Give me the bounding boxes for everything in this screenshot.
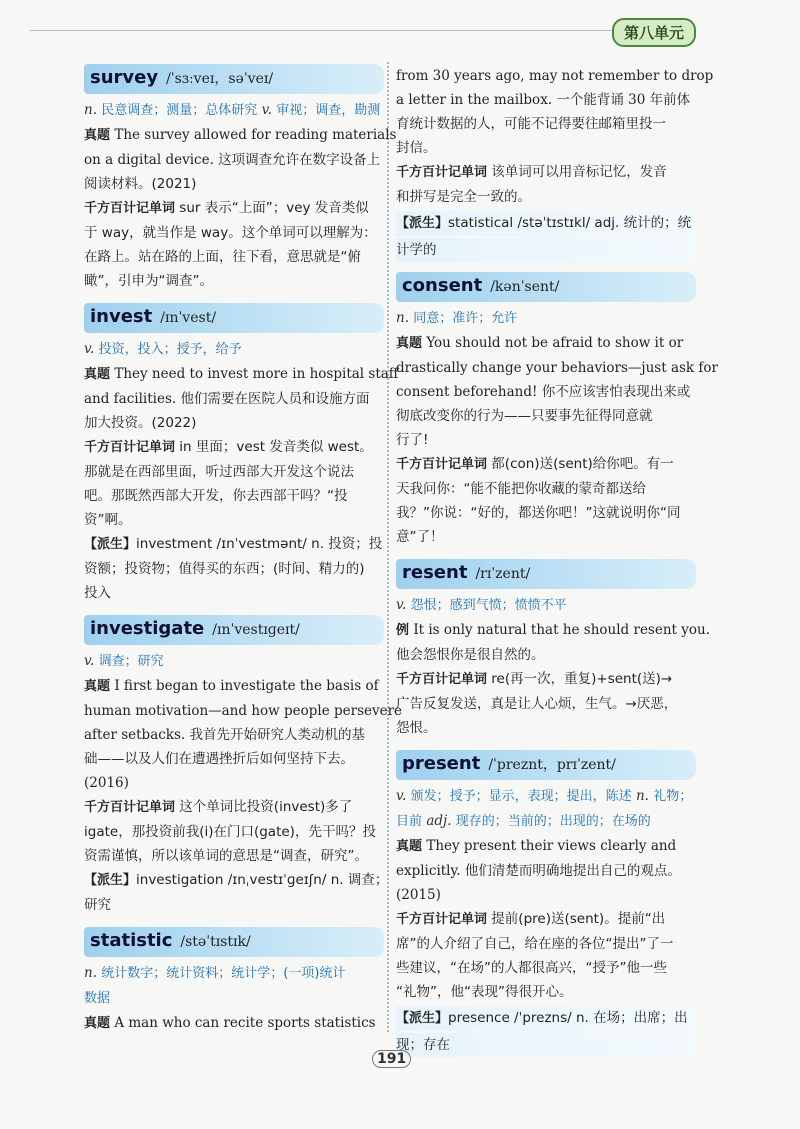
left-column [84,64,403,1036]
memory-tip: 千方百计记单词 这个单词比投资(invest)多了 [84,799,353,815]
definition: n. 统计数字；统计资料；统计学；(一项)统计 [84,965,346,981]
memory-line: 天我问你：“能不能把你收藏的蒙奇都送给 [396,481,646,497]
phonetic: /ɪnˈvest/ [160,310,217,326]
definition: v. 调查；研究 [84,653,164,669]
derivative: 【派生】presence /ˈprezns/ n. 在场；出席；出 [396,1006,696,1031]
right-column [396,64,718,1057]
memory-line: 怨恨。 [396,720,437,736]
definition: v. 怨恨；感到气愤；愤愤不平 [396,597,567,613]
headword: resent [402,562,468,583]
example: 真题 I first began to investigate the basis of [84,678,379,694]
example-line: 加大投资。(2022) [84,415,197,431]
memory-line: 和拼写是完全一致的。 [396,189,531,205]
memory-line: 瞰”，引申为“调查”。 [84,273,213,289]
memory-line: 意”了！ [396,529,444,545]
headword: present [402,753,481,774]
entry-header-resent [396,559,696,589]
phonetic: /rɪˈzent/ [475,566,531,582]
entry-header-investigate [84,615,384,645]
definition: v. 颁发；授予；显示，表现；提出，陈述 n. 礼物； [396,788,693,804]
definition: v. 投资，投入；授予，给予 [84,341,242,357]
example-line: 彻底改变你的行为——只要事先征得同意就 [396,408,653,424]
memory-line: 广告反复发送，真是让人心烦，生气。→厌恶， [396,696,678,712]
memory-line: 我？”你说：“好的，都送你吧！”这就说明你“同 [396,505,681,521]
derivative: 【派生】investment /ɪnˈvestmənt/ n. 投资；投 [84,536,383,552]
example-line: and facilities. 他们需要在医院人员和设施方面 [84,391,370,407]
memory-line: 资需谨慎，所以该单词的意思是“调查，研究”。 [84,848,368,864]
example-line: consent beforehand! 你不应该害怕表现出来或 [396,384,691,400]
definition: n. 同意；准许；允许 [396,310,518,326]
example: 真题 You should not be afraid to show it or [396,335,684,351]
example-line: explicitly. 他们清楚而明确地提出自己的观点。 [396,863,681,879]
phonetic: /kənˈsent/ [490,279,560,295]
definition-line: 数据 [84,991,111,1006]
example-line: 行了! [396,432,429,448]
headword: invest [90,306,153,327]
example-line: a letter in the mailbox. 一个能背诵 30 年前体 [396,92,691,108]
example-line: 础——以及人们在遭遇挫折后如何坚持下去。 [84,751,354,767]
phonetic: /ɪnˈvestɪɡeɪt/ [212,622,300,638]
unit-label: 第八单元 [612,18,696,47]
memory-line: 资”啊。 [84,512,132,528]
memory-line: “礼物”，他“表现”得很开心。 [396,984,573,1000]
example: 真题 A man who can recite sports statistics [84,1015,376,1031]
memory-line: 席”的人介绍了自己，给在座的各位“提出”了一 [396,936,674,952]
example: 例 It is only natural that he should resent you. [396,622,710,638]
example: 真题 The survey allowed for reading materials [84,127,397,143]
phonetic: /ˈsɜːveɪ，səˈveɪ/ [166,71,274,87]
entry-header-survey [84,64,384,94]
headword: investigate [90,618,205,639]
derivative: 【派生】statistical /stəˈtɪstɪkl/ adj. 统计的；统 [396,211,696,236]
page-number: 191 [372,1050,411,1068]
example: 真题 They present their views clearly and [396,838,677,854]
derivative: 【派生】investigation /ɪnˌvestɪˈɡeɪʃn/ n. 调查； [84,872,389,888]
example-line: 阅读材料。(2021) [84,176,197,192]
memory-tip: 千方百计记单词 该单词可以用音标记忆，发音 [396,164,667,180]
example-line: human motivation—and how people persevere [84,703,403,719]
example: 真题 They need to invest more in hospital staff [84,366,399,382]
memory-tip: 千方百计记单词 sur 表示“上面”；vey 发音类似 [84,200,369,216]
entry-header-present [396,750,696,780]
example-line: from 30 years ago, may not remember to drop [396,68,714,84]
entry-header-statistic [84,927,384,957]
memory-line: 吧。那既然西部大开发，你去西部干吗？“投 [84,488,348,504]
entry-header-invest [84,303,384,333]
example-line: on a digital device. 这项调查允许在数字设备上 [84,152,381,168]
memory-tip: 千方百计记单词 in 里面；vest 发音类似 west。 [84,439,373,455]
derivative-line: 资额；投资物；值得买的东西；(时间、精力的) [84,561,365,577]
memory-line: 于 way，就当作是 way。这个单词可以理解为： [84,225,377,241]
example-line: after setbacks. 我首先开始研究人类动机的基 [84,727,365,743]
headword: statistic [90,930,173,951]
example-line: 他会怨恨你是很自然的。 [396,647,545,663]
memory-line: igate，那投资前我(i)在门口(gate)，先干吗？投 [84,824,376,840]
example-line: (2015) [396,887,441,903]
derivative-line: 计学的 [396,238,696,262]
derivative-line: 现；存在 [396,1033,696,1057]
headword: consent [402,275,483,296]
example-line: (2016) [84,775,129,791]
memory-line: 些建议，“在场”的人都很高兴，“授予”他一些 [396,960,667,976]
phonetic: /ˈpreznt，prɪˈzent/ [488,757,616,773]
memory-tip: 千方百计记单词 提前(pre)送(sent)。提前“出 [396,911,666,927]
definition: n. 民意调查；测量；总体研究 v. 审视；调查，勘测 [84,102,381,118]
memory-tip: 千方百计记单词 re(再一次，重复)+sent(送)→ [396,671,673,687]
headword: survey [90,67,159,88]
memory-line: 那就是在西部里面，听过西部大开发这个说法 [84,464,354,480]
memory-tip: 千方百计记单词 都(con)送(sent)给你吧。有一 [396,456,674,472]
entry-header-consent [396,272,696,302]
derivative-line: 投入 [84,585,111,601]
definition-line: 目前 adj. 现存的；当前的；出现的；在场的 [396,813,651,829]
header-rule [30,30,630,31]
example-line: 封信。 [396,140,437,156]
example-line: 育统计数据的人，可能不记得要往邮箱里投一 [396,116,666,132]
phonetic: /stəˈtɪstɪk/ [180,934,251,950]
memory-line: 在路上。站在路的上面，往下看，意思就是“俯 [84,249,361,265]
derivative-line: 研究 [84,897,111,913]
example-line: drastically change your behaviors—just ask for [396,360,718,376]
